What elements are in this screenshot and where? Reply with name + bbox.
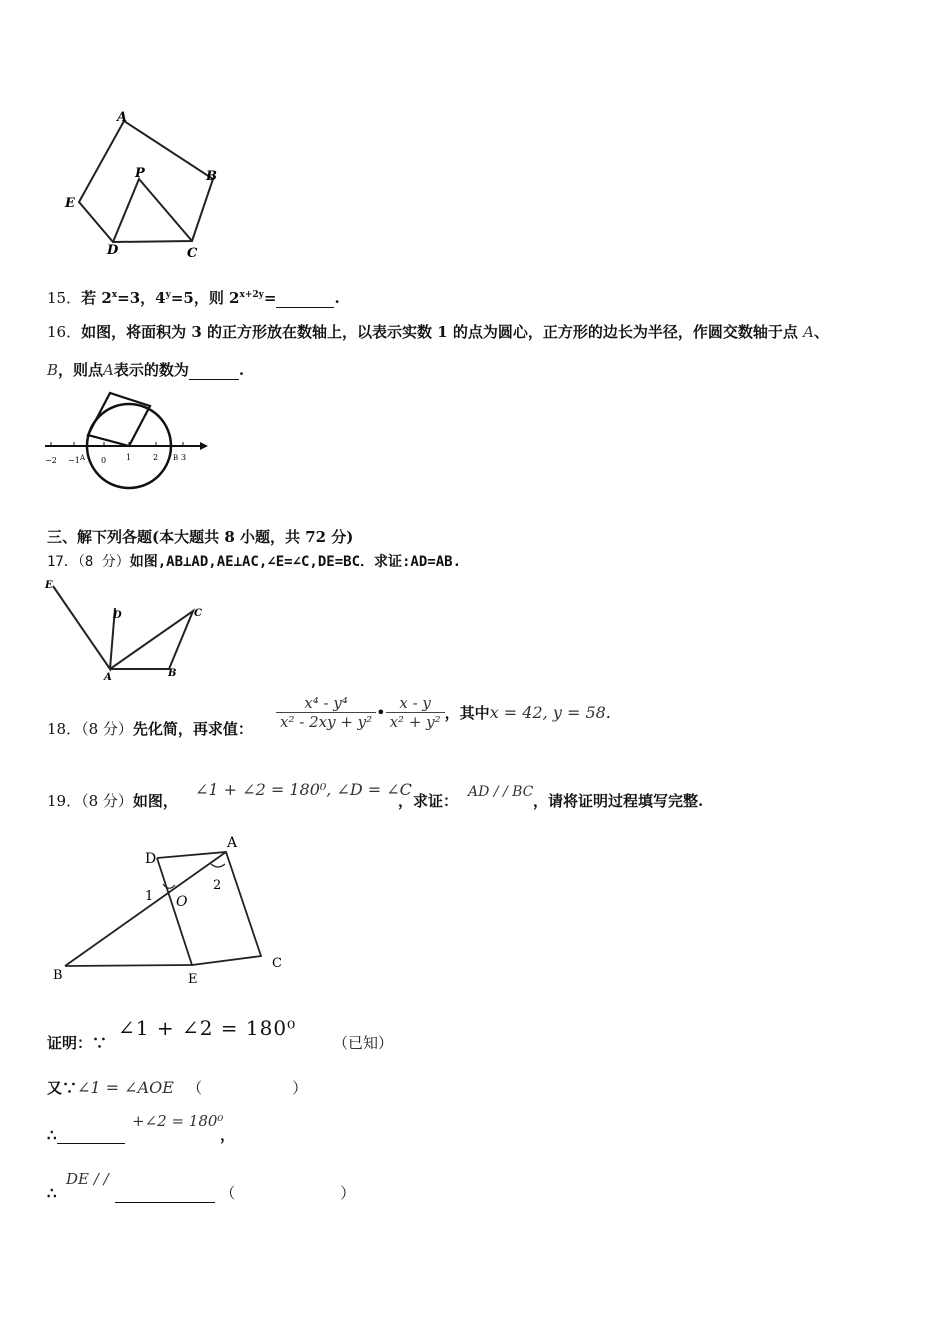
label-D: D — [145, 851, 157, 867]
diagonal-BA — [65, 852, 226, 966]
tick-3: 3 — [181, 453, 187, 462]
label-C: C — [194, 608, 202, 619]
angle-2-arc — [211, 864, 225, 867]
triangle-ACB — [110, 611, 193, 669]
quadrilateral-DACE — [157, 852, 261, 965]
pentagon-figure — [55, 105, 235, 265]
label-A: A — [227, 835, 238, 851]
label-B: B — [168, 668, 177, 679]
tick-B: B — [173, 454, 179, 462]
tick-A: A — [80, 454, 86, 462]
square — [88, 393, 150, 446]
label-B: B — [206, 169, 217, 184]
label-2: 2 — [213, 878, 222, 893]
fraction-1: $\frac{\text{x⁴ - y⁴}}{\text{x² - 2xy + y²}}$ — [276, 694, 376, 731]
question-17: 17．（8 分）如图,AB⊥AD,AE⊥AC,∠E=∠C,DE=BC．求证:AD=AB. — [47, 554, 462, 570]
question-15: 15．若 $2^x=3$，$4^y=5$，则 $2^{x+2y}=$ . — [47, 289, 340, 307]
tick-0: 0 — [101, 456, 107, 465]
question-16-line2: B，则点A表示的数为 . — [47, 361, 245, 379]
proof-line-4-blank-wrap: （ ） — [115, 1182, 355, 1203]
label-P: P — [135, 166, 145, 181]
tick-neg2: −2 — [45, 456, 57, 465]
q19-target: AD / / BC — [468, 784, 534, 800]
proof-line-4: ∴ — [47, 1184, 57, 1202]
tick-1: 1 — [126, 453, 132, 462]
label-C: C — [187, 246, 198, 261]
question-19: 19．（8 分）如图， — [47, 792, 178, 810]
triangle-pdc — [113, 179, 192, 242]
label-E: E — [45, 580, 53, 591]
label-O: O — [176, 894, 188, 910]
answer-blank-proof-4[interactable] — [115, 1188, 215, 1203]
axis-arrow-icon — [200, 442, 208, 450]
label-A: A — [104, 672, 112, 683]
label-1: 1 — [145, 889, 154, 904]
proof-line-3-math: +∠2 = 180⁰ — [132, 1112, 224, 1130]
proof-line-3: ∴ — [47, 1126, 125, 1144]
answer-blank-proof-3[interactable] — [57, 1129, 125, 1144]
reason-blank-2[interactable] — [202, 1084, 292, 1098]
label-E: E — [65, 196, 75, 211]
q19-tail: ，请将证明过程填写完整. — [533, 792, 704, 810]
answer-blank-16[interactable] — [189, 365, 239, 380]
segment-BE — [65, 965, 192, 966]
pentagon-outline — [79, 121, 213, 242]
question-18: 18．（8 分）先化简，再求值： — [47, 720, 253, 738]
figure-19 — [45, 832, 295, 990]
label-C: C — [272, 956, 282, 971]
label-D: D — [113, 610, 122, 621]
label-B: B — [53, 968, 63, 983]
proof-line-1-reason: （已知） — [333, 1034, 394, 1052]
proof-line-1-math: ∠1 + ∠2 = 180⁰ — [118, 1016, 297, 1040]
tick-neg1: −1 — [68, 456, 80, 465]
label-A: A — [117, 110, 128, 125]
label-E: E — [188, 972, 198, 987]
q19-prove-label: ，求证： — [398, 792, 459, 810]
figure-17 — [42, 578, 217, 683]
label-D: D — [107, 243, 119, 258]
q18-expression: $\frac{\text{x⁴ - y⁴}}{\text{x² - 2xy + y²}}$ • $\frac{x - y}{\text{x² + y²}}$ ，其中x = 42, y = 58. — [276, 694, 611, 731]
segments-EAD — [53, 586, 115, 669]
question-16-line1: 16．如图，将面积为 3 的正方形放在数轴上，以表示实数 1 的点为圆心，正方形的边长为半径，作圆交数轴于点 A、 — [47, 323, 829, 341]
proof-line-1: 证明：∵ — [47, 1034, 108, 1052]
proof-line-2: 又∵∠1 = ∠AOE （ ） — [47, 1078, 308, 1097]
fraction-2: $\frac{x - y}{\text{x² + y²}}$ — [386, 694, 445, 731]
section-3-heading: 三、解下列各题(本大题共 8 小题，共 72 分) — [47, 528, 354, 546]
numberline-figure — [40, 388, 210, 500]
proof-line-4-math: DE / / — [66, 1170, 109, 1188]
proof-line-3-end: ， — [220, 1126, 236, 1144]
reason-blank-4[interactable] — [235, 1189, 340, 1203]
answer-blank-15[interactable] — [276, 293, 334, 308]
tick-2: 2 — [153, 453, 159, 462]
q19-condition: ∠1 + ∠2 = 180⁰, ∠D = ∠C — [195, 780, 412, 799]
